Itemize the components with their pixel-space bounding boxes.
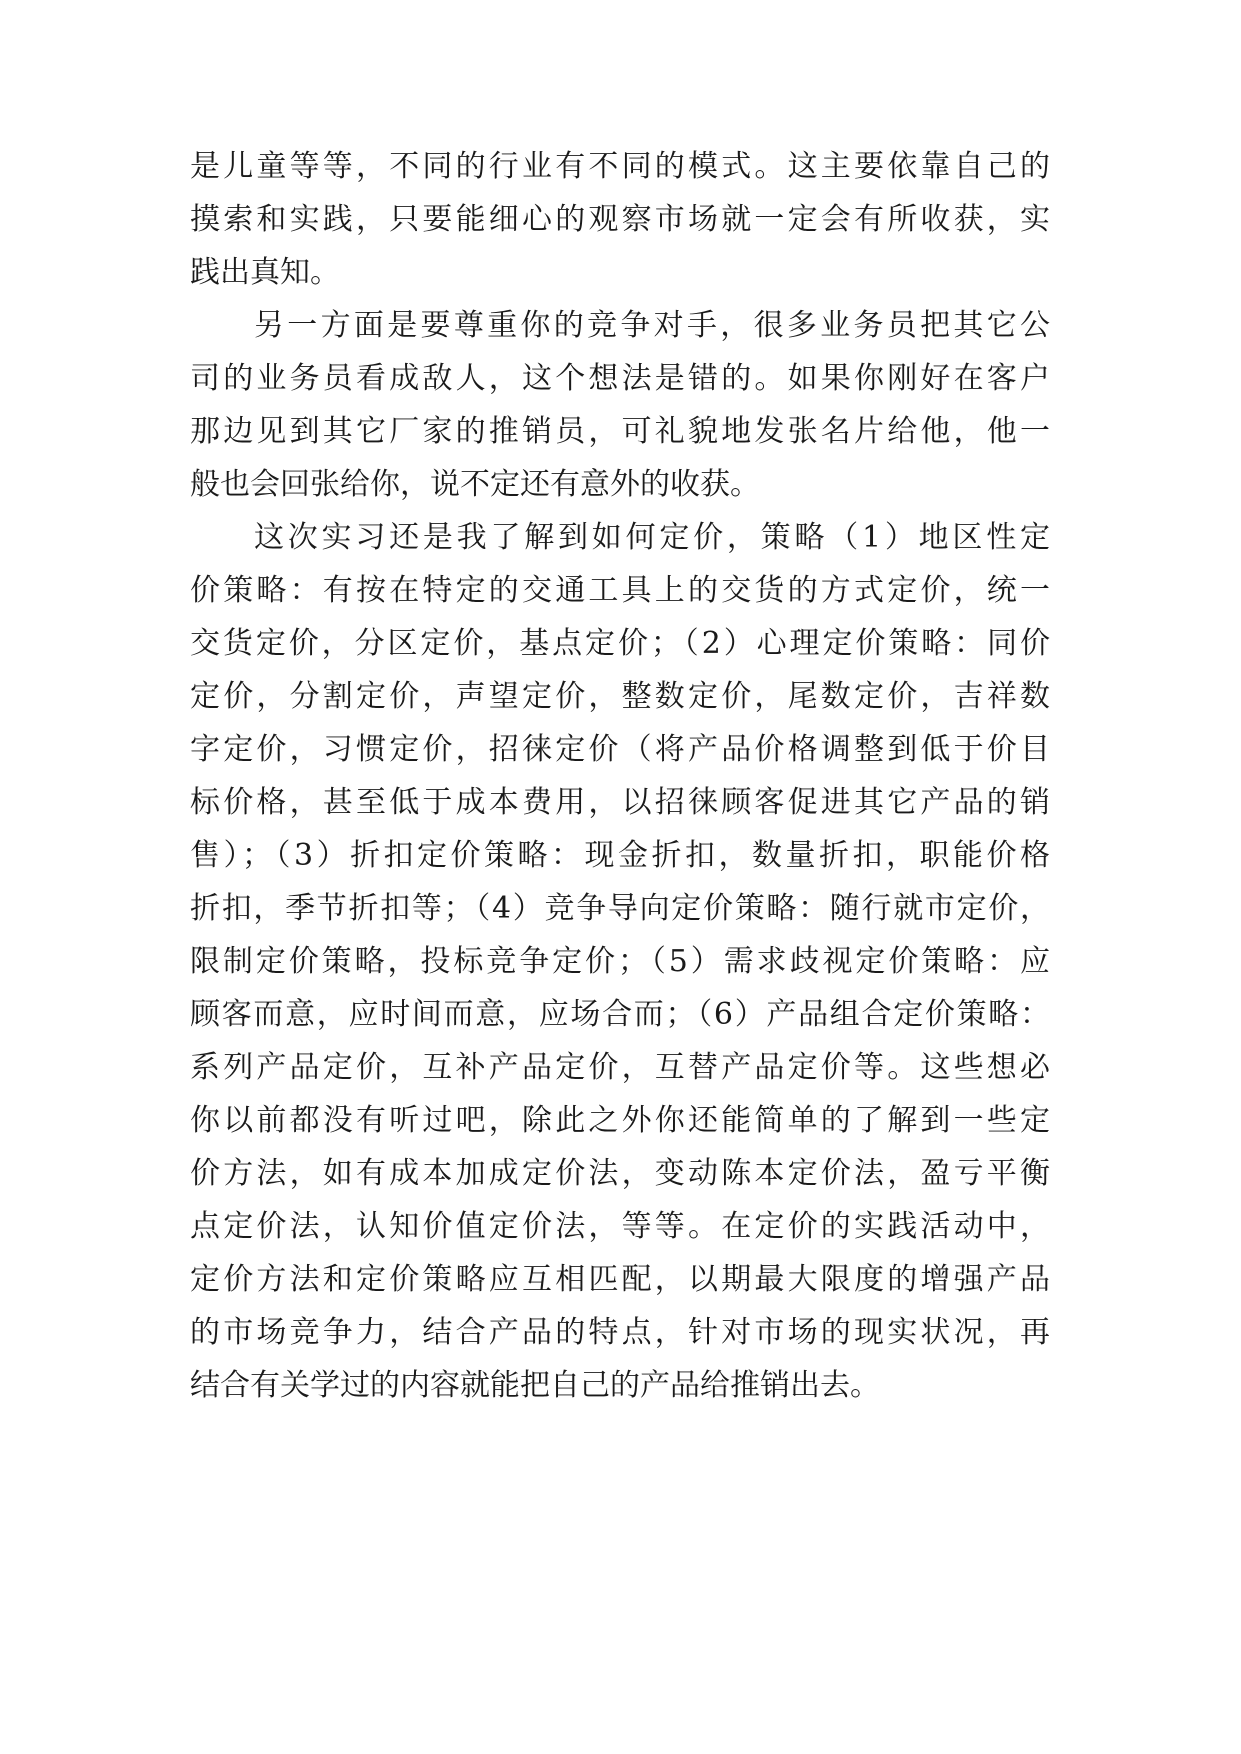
text-line: 折扣，季节折扣等；（4）竞争导向定价策略：随行就市定价，: [190, 891, 1050, 926]
text-line: 摸索和实践，只要能细心的观察市场就一定会有所收获，实: [190, 202, 1050, 237]
text-line: 司的业务员看成敌人，这个想法是错的。如果你刚好在客户: [190, 361, 1050, 396]
text-line: 定价方法和定价策略应互相匹配，以期最大限度的增强产品: [190, 1262, 1050, 1297]
text-line: 价方法，如有成本加成定价法，变动陈本定价法，盈亏平衡: [190, 1156, 1050, 1191]
text-line: 结合有关学过的内容就能把自己的产品给推销出去。: [190, 1368, 880, 1403]
text-line: 价策略：有按在特定的交通工具上的交货的方式定价，统一: [190, 573, 1050, 608]
text-line: 交货定价，分区定价，基点定价；（2）心理定价策略：同价: [190, 626, 1050, 661]
text-line: 践出真知。: [190, 255, 340, 290]
text-line: 售）；（3）折扣定价策略：现金折扣，数量折扣，职能价格: [190, 838, 1050, 873]
text-line: 顾客而意，应时间而意，应场合而；（6）产品组合定价策略：: [190, 997, 1050, 1032]
text-line: 点定价法，认知价值定价法，等等。在定价的实践活动中，: [190, 1209, 1050, 1244]
text-line: 系列产品定价，互补产品定价，互替产品定价等。这些想必: [190, 1050, 1050, 1085]
text-line: 标价格，甚至低于成本费用，以招徕顾客促进其它产品的销: [190, 785, 1050, 820]
text-line: 限制定价策略，投标竞争定价；（5）需求歧视定价策略：应: [190, 944, 1050, 979]
text-line: 你以前都没有听过吧，除此之外你还能简单的了解到一些定: [190, 1103, 1050, 1138]
text-line: 的市场竞争力，结合产品的特点，针对市场的现实状况，再: [190, 1315, 1050, 1350]
text-line: 另一方面是要尊重你的竞争对手，很多业务员把其它公: [254, 308, 1050, 343]
text-line: 般也会回张给你，说不定还有意外的收获。: [190, 467, 760, 502]
text-line: 这次实习还是我了解到如何定价，策略（1）地区性定: [254, 520, 1050, 555]
text-line: 是儿童等等，不同的行业有不同的模式。这主要依靠自己的: [190, 149, 1050, 184]
text-line: 那边见到其它厂家的推销员，可礼貌地发张名片给他，他一: [190, 414, 1050, 449]
text-line: 定价，分割定价，声望定价，整数定价，尾数定价，吉祥数: [190, 679, 1050, 714]
text-line: 字定价，习惯定价，招徕定价（将产品价格调整到低于价目: [190, 732, 1050, 767]
